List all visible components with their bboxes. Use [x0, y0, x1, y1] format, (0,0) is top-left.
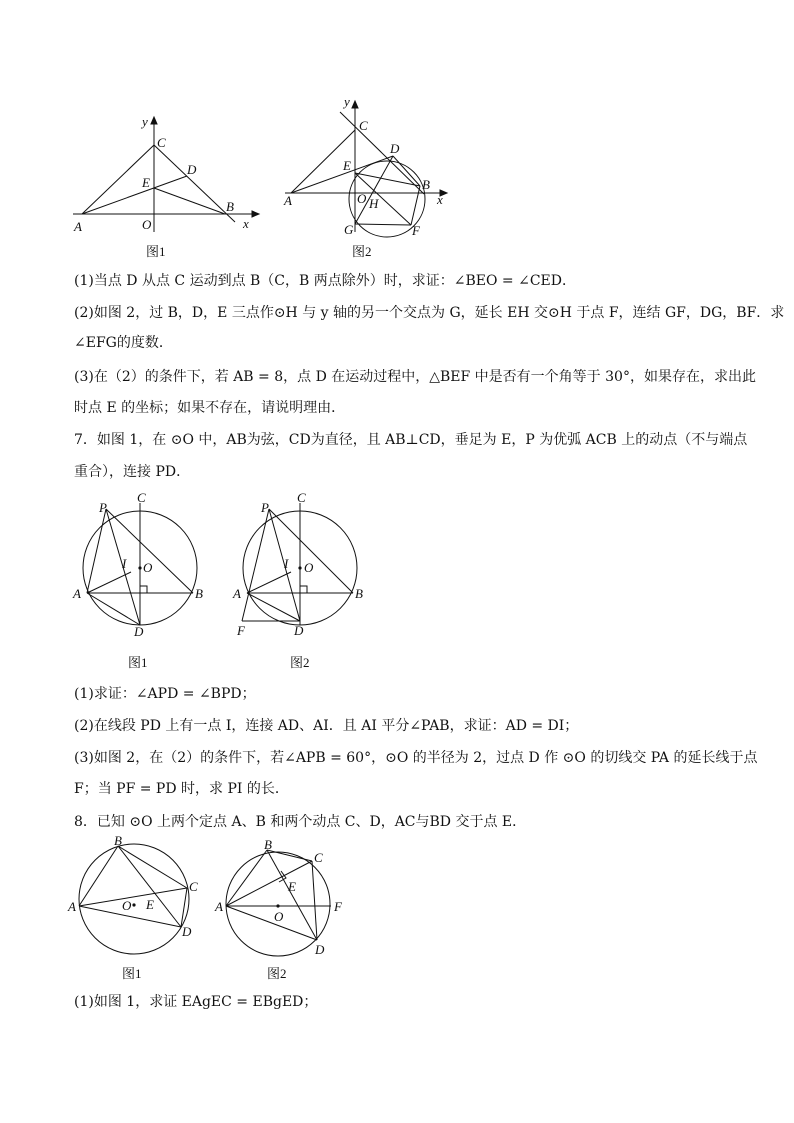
label-O: O	[122, 898, 132, 913]
label-O: O	[143, 560, 153, 575]
label-y: y	[344, 94, 350, 109]
line-PB	[106, 509, 193, 593]
label-G: G	[344, 222, 354, 237]
center-dot	[298, 566, 301, 569]
line-AD	[291, 156, 393, 193]
figure-caption: 图2	[267, 966, 287, 981]
q6-part3-line1: (3)在（2）的条件下，若 AB = 8，点 D 在运动过程中，△BEF 中是否有一个角等于 30°，如果存在，求出此	[74, 369, 756, 385]
line-DG	[355, 156, 393, 224]
label-D: D	[315, 942, 325, 957]
label-A: A	[73, 586, 81, 601]
label-C: C	[359, 118, 368, 133]
y-axis-arrow	[352, 101, 358, 108]
label-C: C	[314, 850, 323, 865]
y-axis-arrow	[151, 117, 157, 124]
label-B: B	[422, 177, 430, 192]
label-y: y	[142, 114, 148, 129]
line-GF	[355, 224, 411, 225]
label-P: P	[261, 500, 269, 515]
x-axis-arrow	[252, 211, 259, 217]
label-P: P	[99, 500, 107, 515]
q7-intro-line2: 重合），连接 PD．	[74, 464, 191, 480]
label-B: B	[114, 833, 122, 848]
label-O: O	[304, 560, 314, 575]
label-B: B	[264, 837, 272, 852]
figure-caption: 图1	[122, 966, 142, 981]
label-O: O	[274, 909, 284, 924]
line-PB	[269, 509, 353, 593]
label-F: F	[412, 223, 420, 238]
label-O: O	[142, 217, 152, 232]
line-BC	[267, 850, 312, 861]
label-D: D	[390, 141, 400, 156]
label-x: x	[437, 192, 443, 207]
label-E: E	[343, 158, 351, 173]
line-AC	[79, 888, 187, 906]
circle-O	[79, 844, 189, 954]
label-C: C	[137, 490, 146, 505]
q8-intro: 8．已知 ⊙O 上两个定点 A、B 和两个动点 C、D，AC与BD 交于点 E．	[74, 814, 527, 830]
center-dot	[132, 903, 135, 906]
q6-part2-line2: ∠EFG的度数．	[74, 335, 173, 351]
label-A: A	[284, 193, 292, 208]
label-C: C	[157, 135, 166, 150]
label-I: I	[122, 556, 127, 571]
label-A: A	[74, 219, 82, 234]
label-D: D	[134, 624, 144, 639]
label-D: D	[182, 924, 192, 939]
label-x: x	[243, 216, 249, 231]
label-A: A	[68, 899, 76, 914]
figure-caption: 图1	[128, 655, 148, 670]
line-BD	[267, 850, 317, 940]
q7-part2: (2)在线段 PD 上有一点 I，连接 AD、AI．且 AI 平分∠PAB，求证：AD = DI；	[74, 718, 579, 734]
figure-caption: 图2	[290, 655, 310, 670]
line-AI	[247, 572, 291, 593]
label-I: I	[284, 556, 289, 571]
label-D: D	[294, 623, 304, 638]
right-angle-mark	[300, 586, 307, 593]
figure-caption: 图2	[352, 244, 372, 259]
label-O: O	[357, 191, 367, 206]
label-E: E	[142, 175, 150, 190]
q7-part1: (1)求证：∠APD = ∠BPD；	[74, 686, 256, 702]
label-E: E	[146, 897, 154, 912]
label-F: F	[237, 623, 245, 638]
label-B: B	[195, 586, 203, 601]
label-B: B	[226, 199, 234, 214]
line-PA	[87, 509, 106, 593]
line-AB	[226, 850, 267, 906]
line-CD	[312, 861, 317, 940]
line-AD	[226, 906, 317, 940]
center-dot	[138, 566, 141, 569]
q7-figure-1	[70, 490, 210, 675]
q6-part3-line2: 时点 E 的坐标；如果不存在，请说明理由．	[74, 400, 346, 416]
q8-part1: (1)如图 1，求证 EAgEC = EBgED；	[74, 994, 318, 1010]
label-D: D	[187, 162, 197, 177]
center-dot	[276, 904, 279, 907]
line-CB-extended	[340, 112, 424, 194]
q6-figure-2	[282, 92, 452, 262]
line-EB	[154, 188, 225, 214]
label-A: A	[233, 586, 241, 601]
q6-figure-1	[70, 110, 260, 260]
label-E: E	[288, 879, 296, 894]
q7-figure-2	[232, 490, 372, 675]
figure-caption: 图1	[146, 244, 166, 259]
q7-part3-line1: (3)如图 2，在（2）的条件下，若∠APB = 60°，⊙O 的半径为 2，过点 D 作 ⊙O 的切线交 PA 的延长线于点	[74, 750, 758, 766]
label-B: B	[355, 586, 363, 601]
line-AI	[87, 572, 131, 593]
line-AD	[82, 176, 187, 214]
label-F: F	[334, 899, 342, 914]
q8-figure-2	[215, 836, 355, 984]
label-H: H	[369, 196, 379, 211]
q8-figure-1	[68, 833, 208, 984]
line-AB	[79, 846, 118, 906]
q6-part2-line1: (2)如图 2，过 B，D，E 三点作⊙H 与 y 轴的另一个交点为 G，延长 EH 交⊙H 于点 F，连结 GF，DG，BF．求	[74, 305, 785, 321]
line-AD	[247, 593, 300, 621]
label-C: C	[297, 490, 306, 505]
line-BC	[118, 846, 187, 888]
label-C: C	[189, 879, 198, 894]
right-angle-mark	[140, 586, 147, 593]
q7-intro-line1: 7．如图 1，在 ⊙O 中，AB为弦，CD为直径，且 AB⊥CD，垂足为 E，P 为优弧 ACB 上的动点（不与端点	[74, 432, 748, 448]
label-A: A	[215, 899, 223, 914]
q7-part3-line2: F；当 PF = PD 时，求 PI 的长．	[74, 781, 289, 797]
q6-part1: (1)当点 D 从点 C 运动到点 B（C，B 两点除外）时，求证：∠BEO = ∠CED．	[74, 273, 576, 289]
line-AC	[226, 861, 312, 906]
